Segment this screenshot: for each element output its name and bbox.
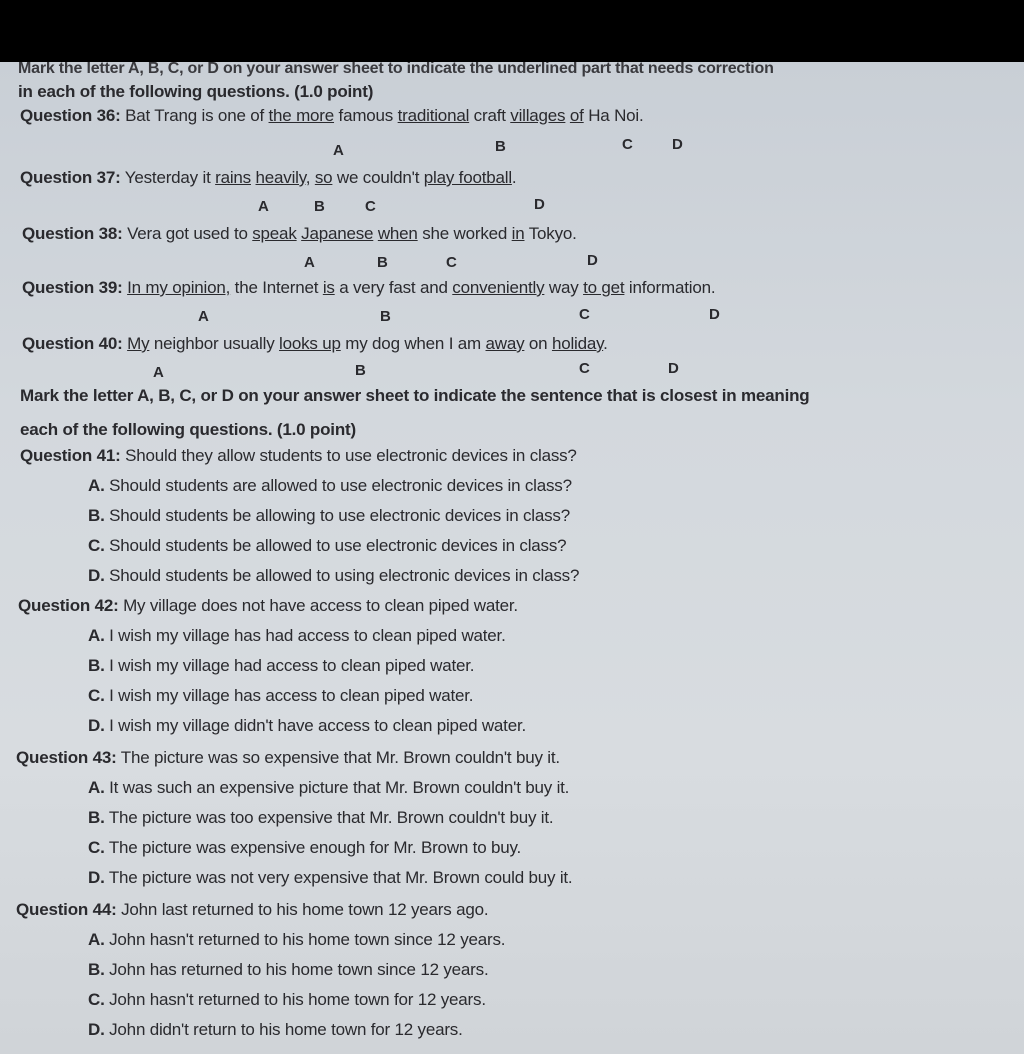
question-42-option [88,656,474,676]
question-43-option [88,838,521,858]
q36-underline-d: of [569,106,584,125]
option-letter: D. [88,1020,105,1039]
q40-text-3: my dog when I am [340,334,486,353]
question-37-label: Question 37: [20,168,121,187]
q39-text-4: way [544,278,584,297]
q39-marker-a: A [198,308,209,325]
q40-marker-b: B [355,362,366,379]
question-37 [20,168,516,188]
question-44-label: Question 44: [16,900,117,919]
question-41-option [88,566,579,586]
q37-text-1: Yesterday it [120,168,216,187]
question-44-option [88,960,488,980]
option-letter: A. [88,476,105,495]
question-36 [20,106,644,126]
question-41 [20,446,577,466]
q39-text-2: the Internet [230,278,323,297]
option-letter: D. [88,716,105,735]
section1-instruction: in each of the following questions. (1.0 point) [18,82,374,101]
question-42-option [88,686,473,706]
q36-underline-b: traditional [397,106,470,125]
option-text: John hasn't returned to his home town for 12 years. [104,990,486,1009]
option-text: It was such an expensive picture that Mr. Brown couldn't buy it. [104,778,570,797]
cut-header-text: Mark the letter A, B, C, or D on your answer sheet to indicate the underlined part that needs correction [18,62,774,77]
q39-marker-b: B [380,308,391,325]
q38-marker-b: B [377,254,388,271]
q36-marker-b: B [495,138,506,155]
q36-marker-d: D [672,136,683,153]
q36-text-3: craft [469,106,511,125]
question-42-option [88,716,526,736]
option-text: The picture was expensive enough for Mr. Brown to buy. [104,838,522,857]
question-42 [18,596,518,616]
option-letter: C. [88,990,105,1009]
q38-marker-a: A [304,254,315,271]
option-letter: B. [88,960,105,979]
q37-underline-a: rains [215,168,251,187]
q40-text-5: . [603,334,608,353]
question-41-option [88,476,572,496]
q36-text-2: famous [334,106,398,125]
question-43-option [88,808,553,828]
q39-underline-d: to get [583,278,625,297]
q39-underline-a: In my opinion, [127,278,231,297]
option-letter: C. [88,686,105,705]
question-41-option [88,506,570,526]
q37-underline-b: heavily, [255,168,311,187]
q38-underline-b: Japanese [301,224,374,243]
q37-text-5: . [511,168,517,187]
question-38 [22,224,577,244]
question-43-option [88,868,572,888]
q37-marker-b: B [314,198,325,215]
option-letter: A. [88,626,105,645]
option-text: Should students be allowing to use electronic devices in class? [104,506,570,525]
q38-text-4: she worked [417,224,512,243]
question-44-text: John last returned to his home town 12 years ago. [116,900,489,919]
option-letter: B. [88,808,105,827]
question-43-label: Question 43: [16,748,117,767]
q39-text-5: information. [624,278,716,297]
q37-marker-c: C [365,198,376,215]
question-44-option [88,990,486,1010]
q40-underline-c: away [485,334,525,353]
q40-underline-d: holiday [551,334,604,353]
question-39 [22,278,715,298]
cut-header-line [18,62,774,78]
question-40-label: Question 40: [22,334,123,353]
option-text: I wish my village didn't have access to clean piped water. [104,716,527,735]
option-text: Should students be allowed to use electronic devices in class? [104,536,567,555]
option-letter: A. [88,930,105,949]
question-40 [22,334,608,354]
q39-marker-d: D [709,306,720,323]
question-42-text: My village does not have access to clean piped water. [118,596,518,615]
option-letter: C. [88,838,105,857]
q36-marker-c: C [622,136,633,153]
question-39-label: Question 39: [22,278,123,297]
q40-marker-c: C [579,360,590,377]
question-38-label: Question 38: [22,224,123,243]
q36-text-1: Bat Trang is one of [120,106,269,125]
option-text: Should students be allowed to using electronic devices in class? [104,566,580,585]
option-text: I wish my village has access to clean piped water. [104,686,474,705]
question-42-option [88,626,506,646]
question-41-option [88,536,566,556]
q37-text-4: we couldn't [332,168,424,187]
option-text: John didn't return to his home town for 12 years. [104,1020,463,1039]
option-text: John has returned to his home town since 12 years. [104,960,489,979]
q38-text-1: Vera got used to [122,224,253,243]
option-text: Should students are allowed to use electronic devices in class? [104,476,572,495]
q40-marker-d: D [668,360,679,377]
q38-underline-d: in [511,224,525,243]
q40-marker-a: A [153,364,164,381]
option-letter: D. [88,566,105,585]
q38-marker-d: D [587,252,598,269]
q40-text-4: on [524,334,552,353]
q36-underline-a: the more [268,106,335,125]
worksheet-photo [0,62,1024,1054]
option-letter: B. [88,506,105,525]
question-36-label: Question 36: [20,106,121,125]
q38-underline-a: speak [252,224,297,243]
q39-underline-b: is [322,278,335,297]
option-text: I wish my village had access to clean piped water. [104,656,475,675]
option-text: The picture was too expensive that Mr. Brown couldn't buy it. [104,808,554,827]
q39-marker-c: C [579,306,590,323]
option-letter: D. [88,868,105,887]
q40-underline-a: My [127,334,150,353]
q37-underline-d: play football [423,168,512,187]
question-42-label: Question 42: [18,596,119,615]
q38-text-5: Tokyo. [524,224,577,243]
question-43-text: The picture was so expensive that Mr. Brown couldn't buy it. [116,748,560,767]
q37-marker-a: A [258,198,269,215]
section2-instruction-line2: each of the following questions. (1.0 point) [20,420,356,439]
section2-instruction-line1: Mark the letter A, B, C, or D on your answer sheet to indicate the sentence that is closest in meaning [20,386,810,405]
question-41-label: Question 41: [20,446,121,465]
q40-underline-b: looks up [279,334,341,353]
q38-underline-c: when [377,224,418,243]
q37-underline-c: so [314,168,333,187]
option-letter: A. [88,778,105,797]
q36-marker-a: A [333,142,344,159]
question-44-option [88,930,505,950]
option-letter: B. [88,656,105,675]
q38-marker-c: C [446,254,457,271]
option-text: John hasn't returned to his home town since 12 years. [104,930,506,949]
q39-text-3: a very fast and [334,278,453,297]
q40-text-2: neighbor usually [149,334,280,353]
q37-marker-d: D [534,196,545,213]
question-44-option [88,1020,463,1040]
option-letter: C. [88,536,105,555]
question-44 [16,900,488,920]
question-43 [16,748,560,768]
option-text: The picture was not very expensive that Mr. Brown could buy it. [104,868,573,887]
question-41-text: Should they allow students to use electronic devices in class? [120,446,577,465]
question-43-option [88,778,569,798]
q36-underline-c: villages [510,106,566,125]
q39-underline-c: conveniently [452,278,545,297]
option-text: I wish my village has had access to clean piped water. [104,626,506,645]
q36-text-5: Ha Noi. [583,106,644,125]
